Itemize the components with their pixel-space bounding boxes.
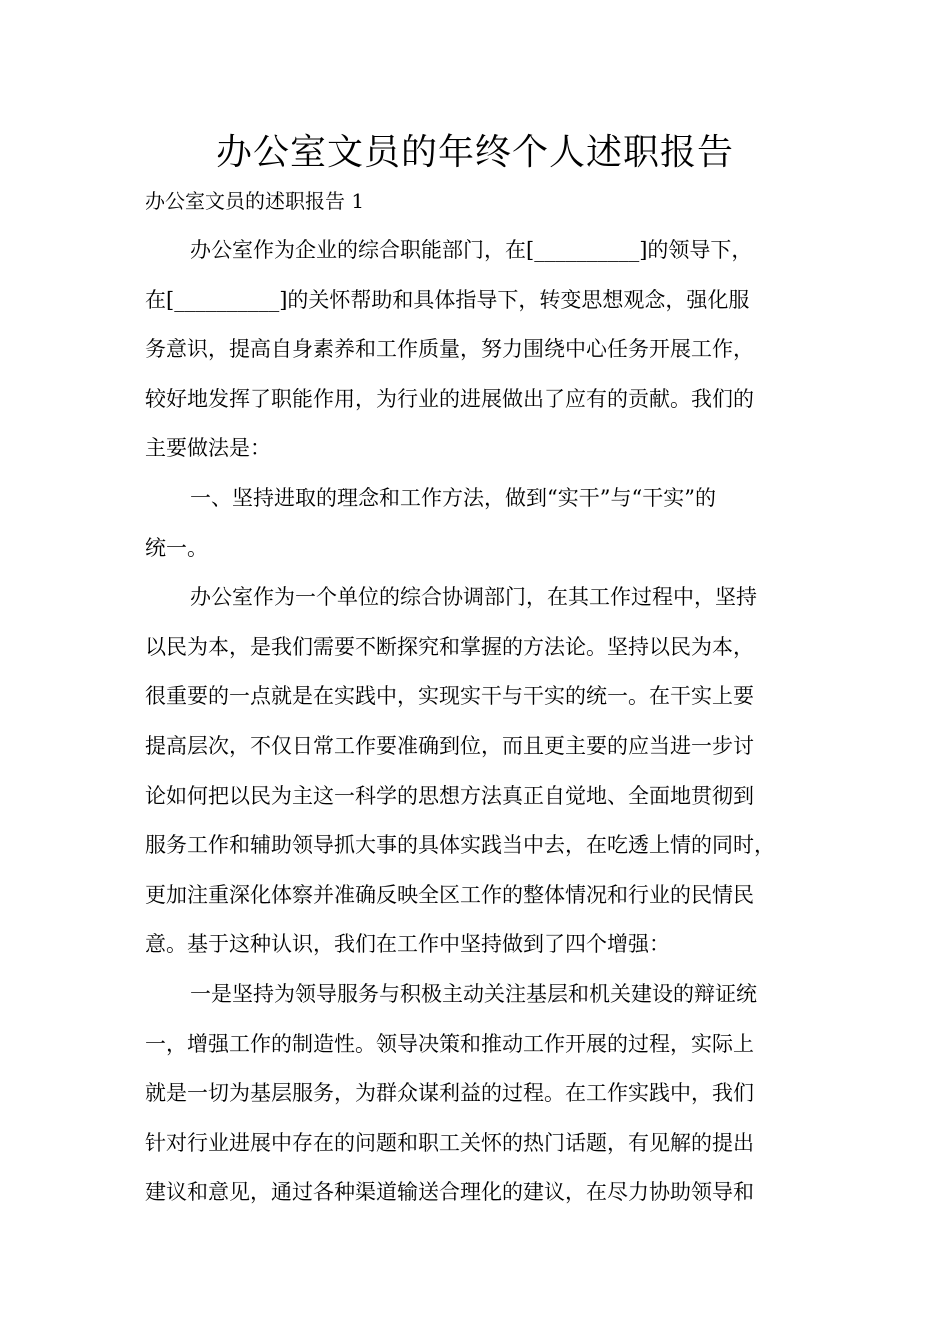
text-line: 较好地发挥了职能作用，为行业的进展做出了应有的贡献。我们的 [145, 386, 754, 411]
text-line: 务意识，提高自身素养和工作质量，努力围绕中心任务开展工作， [145, 337, 754, 362]
body-text [145, 226, 825, 1218]
text-line: 就是一切为基层服务，为群众谋利益的过程。在工作实践中，我们 [145, 1081, 754, 1106]
text-line: 以民为本，是我们需要不断探究和掌握的方法论。坚持以民为本， [145, 634, 754, 659]
text-line: 更加注重深化体察并准确反映全区工作的整体情况和行业的民情民 [145, 882, 754, 907]
text-line: 针对行业进展中存在的问题和职工关怀的热门话题，有见解的提出 [145, 1130, 754, 1155]
text-line: 一、坚持进取的理念和工作方法，做到“实干”与“干实”的 [190, 485, 716, 510]
text-line: 一，增强工作的制造性。领导决策和推动工作开展的过程，实际上 [145, 1031, 754, 1056]
text-line: 主要做法是： [145, 436, 271, 461]
text-line: 很重要的一点就是在实践中，实现实干与干实的统一。在干实上要 [145, 684, 754, 709]
text-line: 服务工作和辅助领导抓大事的具体实践当中去，在吃透上情的同时， [145, 833, 775, 858]
text-line: 统一。 [145, 535, 208, 560]
text-line: 办公室作为一个单位的综合协调部门，在其工作过程中，坚持 [190, 585, 757, 610]
document-title: 办公室文员的年终个人述职报告 [215, 132, 734, 173]
text-line: 办公室作为企业的综合职能部门，在[__________]的领导下， [190, 238, 753, 262]
text-line: 建议和意见，通过各种渠道输送合理化的建议，在尽力协助领导和 [145, 1180, 754, 1205]
text-line: 一是坚持为领导服务与积极主动关注基层和机关建设的辩证统 [190, 981, 757, 1006]
text-line: 论如何把以民为主这一科学的思想方法真正自觉地、全面地贯彻到 [145, 783, 754, 808]
text-line: 提高层次，不仅日常工作要准确到位，而且更主要的应当进一步讨 [145, 733, 754, 758]
text-line: 意。基于这种认识，我们在工作中坚持做到了四个增强： [145, 932, 670, 957]
section-heading: 办公室文员的述职报告 1 [145, 189, 365, 213]
text-line: 在[__________]的关怀帮助和具体指导下，转变思想观念，强化服 [145, 287, 750, 312]
